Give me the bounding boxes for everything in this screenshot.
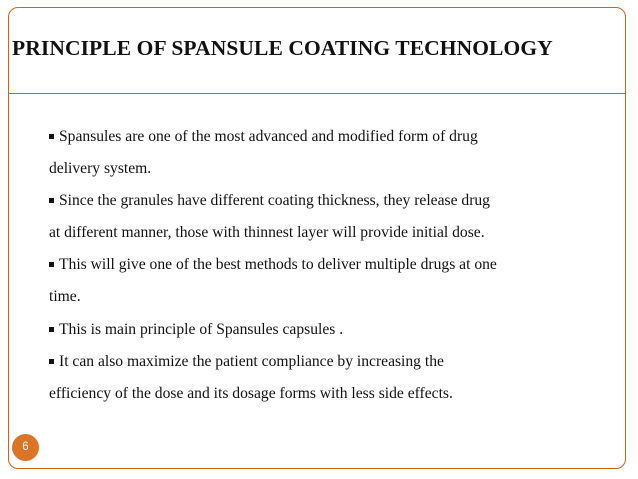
bullet-list	[49, 121, 569, 410]
bullet-text-continuation: delivery system.	[49, 160, 152, 178]
bullet-text: This will give one of the best methods to deliver multiple drugs at one	[59, 256, 497, 274]
bullet-text-continuation: time.	[49, 288, 81, 306]
bullet-text-continuation: at different manner, those with thinnest layer will provide initial dose.	[49, 224, 485, 242]
page-number-badge: 6	[12, 434, 39, 461]
square-bullet-icon	[49, 198, 54, 203]
square-bullet-icon	[49, 134, 54, 139]
square-bullet-icon	[49, 327, 54, 332]
slide-title: PRINCIPLE OF SPANSULE COATING TECHNOLOGY	[12, 36, 553, 60]
bullet-text-continuation: efficiency of the dose and its dosage forms with less side effects.	[49, 384, 453, 402]
bullet-text: It can also maximize the patient compliance by increasing the	[59, 352, 444, 370]
bullet-item	[49, 346, 569, 410]
bullet-item	[49, 314, 569, 346]
bullet-text: This is main principle of Spansules capsules .	[59, 320, 344, 338]
bullet-item	[49, 121, 569, 185]
bullet-text: Since the granules have different coating thickness, they release drug	[59, 192, 490, 210]
bullet-text: Spansules are one of the most advanced and modified form of drug	[59, 128, 478, 145]
title-divider	[8, 93, 626, 94]
square-bullet-icon	[49, 262, 54, 267]
square-bullet-icon	[49, 359, 54, 364]
bullet-item	[49, 185, 569, 249]
bullet-item	[49, 249, 569, 313]
